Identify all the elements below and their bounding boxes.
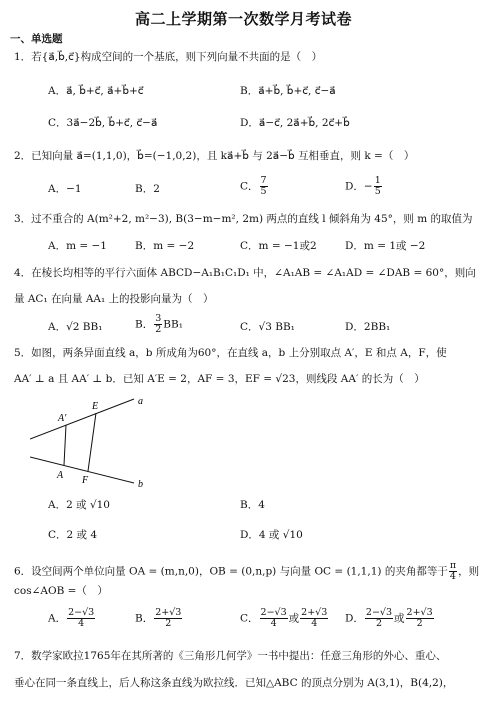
question-2-stem: 2．已知向量 a⃗=(1,1,0)，b⃗=(−1,0,2)，且 ka⃗+b⃗ 与 2a⃗−b⃗ 互相垂直，则 k =（ ）	[14, 150, 415, 162]
question-2-option-a[interactable]: A．−1	[48, 183, 82, 195]
label-b: b	[138, 479, 143, 490]
question-2-option-b[interactable]: B．2	[135, 183, 160, 195]
question-5-stem: 5．如图，两条异面直线 a，b 所成角为60°，在直线 a，b 上分别取点 A′，E 和点 A，F，使	[14, 347, 447, 359]
page-title: 高二上学期第一次数学月考试卷	[134, 10, 352, 28]
question-5-option-d[interactable]: D．4 或 √10	[240, 529, 303, 541]
question-4-stem: 4．在棱长均相等的平行六面体 ABCD−A₁B₁C₁D₁ 中，∠A₁AB = ∠A₁AD = ∠DAB = 60°，则向	[14, 267, 476, 279]
fraction: $\frac{7}{5}$	[260, 175, 267, 197]
question-5-option-c[interactable]: C．2 或 4	[48, 529, 98, 541]
question-6-stem-line2: cos∠AOB =（ ）	[14, 585, 108, 597]
question-4-stem-line2: 量 AC₁ 在向量 AA₁ 上的投影向量为（ ）	[14, 293, 214, 305]
question-5-option-b[interactable]: B．4	[240, 499, 265, 511]
question-6-option-c[interactable]: C． $\frac{2-√3}{4}$ 或 $\frac{2+√3}{4}$	[240, 607, 328, 629]
segment-ef	[88, 413, 96, 471]
question-4-option-b[interactable]: B． $\frac{3}{2}$ BB₁	[135, 313, 183, 335]
question-3-stem: 3．过不重合的 A(m²+2, m²−3), B(3−m−m², 2m) 两点的直线 l 倾斜角为 45°，则 m 的取值为	[14, 213, 473, 225]
label-a-prime: A′	[58, 413, 67, 424]
fraction: $\frac{2-√3}{4}$	[68, 607, 95, 629]
question-7-stem: 7．数学家欧拉1765年在其所著的《三角形几何学》一书中提出：任意三角形的外心、重心、	[14, 650, 447, 662]
fraction: $\frac{2+√3}{2}$	[155, 607, 182, 629]
question-1-option-c[interactable]: C．3a⃗−2b⃗, b⃗+c⃗, c⃗−a⃗	[48, 117, 158, 129]
question-3-option-d[interactable]: D．m = 1或 −2	[345, 240, 426, 252]
fraction: $\frac{3}{2}$	[155, 313, 162, 335]
question-6-option-b[interactable]: B． $\frac{2+√3}{2}$	[135, 607, 182, 629]
fraction: $\frac{\pi}{4}$	[449, 560, 457, 582]
question-3-option-b[interactable]: B．m = −2	[135, 240, 195, 252]
fraction: $\frac{2+√3}{4}$	[301, 607, 328, 629]
question-2-option-c[interactable]: C． $\frac{7}{5}$	[240, 175, 267, 197]
question-6-stem: 6．设空间两个单位向量 OA = (m,n,0)，OB = (0,n,p) 与向量 OC = (1,1,1) 的夹角都等于 $\frac{\pi}{4}$ ，则	[14, 560, 480, 582]
line-a	[30, 399, 134, 439]
question-4-option-a[interactable]: A．√2 BB₁	[48, 321, 103, 333]
question-3-option-a[interactable]: A．m = −1	[48, 240, 107, 252]
question-6-option-a[interactable]: A． $\frac{2-√3}{4}$	[48, 607, 95, 629]
question-2-option-d[interactable]: D．− $\frac{1}{5}$	[345, 175, 381, 197]
question-1-stem: 1．若{a⃗,b⃗,c⃗}构成空间的一个基底，则下列向量不共面的是（ ）	[14, 51, 323, 63]
skew-lines-figure	[30, 395, 170, 490]
question-5-option-a[interactable]: A．2 或 √10	[48, 499, 110, 511]
question-3-option-c[interactable]: C．m = −1或2	[240, 240, 317, 252]
question-7-stem-line2: 垂心在同一条直线上，后人称这条直线为欧拉线．已知△ABC 的顶点分别为 A(3,1)，B(4,2)，	[14, 677, 454, 689]
label-f: F	[82, 475, 89, 486]
question-6-option-d[interactable]: D． $\frac{2-√3}{2}$ 或 $\frac{2+√3}{2}$	[345, 607, 433, 629]
question-4-option-c[interactable]: C．√3 BB₁	[240, 321, 295, 333]
fraction: $\frac{2-√3}{2}$	[365, 607, 393, 629]
question-1-option-d[interactable]: D．a⃗−c⃗, 2a⃗+b⃗, 2c⃗+b⃗	[240, 117, 350, 129]
fraction: $\frac{2-√3}{4}$	[260, 607, 287, 629]
label-a-point: A	[57, 470, 64, 481]
section-heading: 一、单选题	[10, 33, 63, 45]
question-5-stem-line2: AA′ ⊥ a 且 AA′ ⊥ b．已知 A′E = 2，AF = 3，EF = √23，则线段 AA′ 的长为（ ）	[14, 373, 425, 385]
question-1-option-a[interactable]: A．a⃗, b⃗+c⃗, a⃗+b⃗+c⃗	[48, 85, 144, 97]
question-4-option-d[interactable]: D．2BB₁	[345, 321, 391, 333]
label-a: a	[138, 396, 143, 407]
segment-aa-prime	[64, 425, 66, 465]
fraction: $\frac{1}{5}$	[374, 175, 381, 197]
label-e: E	[92, 401, 99, 412]
question-1-option-b[interactable]: B．a⃗+b⃗, b⃗+c⃗, c⃗−a⃗	[240, 85, 336, 97]
fraction: $\frac{2+√3}{2}$	[406, 607, 433, 629]
